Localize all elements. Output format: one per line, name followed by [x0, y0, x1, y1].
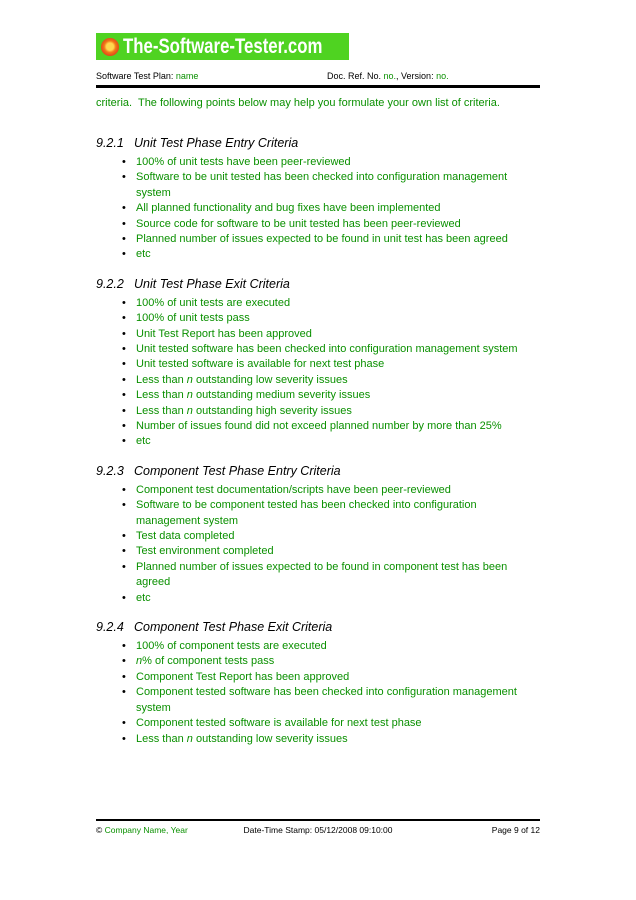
section-title: Component Test Phase Entry Criteria [134, 463, 341, 478]
text-segment: Planned number of issues expected to be found in unit test has been agreed [136, 232, 508, 245]
sun-icon [101, 38, 119, 56]
header-doc-ref [327, 71, 540, 82]
criteria-list [96, 639, 540, 747]
text-segment: outstanding high severity issues [192, 404, 352, 417]
text-segment: outstanding low severity issues [192, 732, 348, 745]
criteria-bullet [136, 591, 540, 606]
text-segment: % of component tests pass [142, 655, 275, 668]
text-segment: , Version: [396, 71, 437, 81]
text-segment: Software to be component tested has been checked into configuration management system [136, 499, 477, 527]
text-segment: Less than [136, 373, 187, 386]
footer-rule [96, 819, 540, 821]
text-segment: 100% of unit tests pass [136, 312, 250, 325]
section-heading [96, 464, 540, 478]
text-segment: Planned number of issues expected to be found in component test has been agreed [136, 560, 508, 589]
criteria-bullet [136, 716, 540, 731]
criteria-bullet [136, 670, 540, 685]
criteria-list [96, 483, 540, 606]
criteria-section [96, 277, 540, 450]
criteria-bullet [136, 357, 540, 372]
text-segment: Software to be unit tested has been checked into configuration management system [136, 171, 508, 199]
text-segment: Source code for software to be unit tested has been peer-reviewed [136, 217, 461, 230]
text-segment: Less than [136, 732, 187, 745]
criteria-bullet [136, 201, 540, 216]
criteria-bullet [136, 654, 540, 669]
text-segment: © [96, 825, 105, 835]
section-heading [96, 620, 540, 634]
criteria-bullet [136, 529, 540, 544]
section-number: 9.2.1 [96, 135, 124, 150]
page-content [96, 0, 540, 747]
footer-row [96, 825, 540, 835]
criteria-bullet [136, 170, 540, 201]
section-heading [96, 136, 540, 150]
footer-copyright [96, 825, 244, 835]
text-segment: Doc. Ref. No. [327, 71, 384, 81]
criteria-list [96, 155, 540, 263]
section-number: 9.2.2 [96, 276, 124, 291]
text-segment: n [186, 373, 193, 386]
text-segment: 100% of unit tests are executed [136, 296, 291, 309]
text-segment: etc [136, 591, 151, 604]
criteria-bullet [136, 544, 540, 559]
header-doc-title [96, 71, 327, 82]
header-rule [96, 85, 540, 88]
text-segment: Component tested software has been checked into configuration management system [136, 686, 517, 714]
text-segment: etc [136, 248, 151, 261]
text-segment: no. [436, 71, 449, 81]
text-segment: Unit tested software has been checked into configuration management system [136, 342, 518, 355]
criteria-bullet [136, 388, 540, 403]
footer-page-number: Page 9 of 12 [491, 825, 540, 835]
criteria-bullet [136, 342, 540, 357]
text-segment: 100% of unit tests have been peer-reviewed [136, 155, 351, 168]
criteria-bullet [136, 639, 540, 654]
criteria-section [96, 464, 540, 606]
text-segment: Less than [136, 404, 187, 417]
criteria-bullet [136, 373, 540, 388]
criteria-section [96, 136, 540, 263]
section-heading [96, 277, 540, 291]
text-segment: Unit tested software is available for next test phase [136, 358, 385, 371]
criteria-bullet [136, 327, 540, 342]
text-segment: Component test documentation/scripts have been peer-reviewed [136, 483, 451, 496]
text-segment: Unit Test Report has been approved [136, 327, 312, 340]
criteria-bullet [136, 732, 540, 747]
text-segment: outstanding medium severity issues [192, 389, 371, 402]
criteria-bullet [136, 498, 540, 529]
section-title: Component Test Phase Exit Criteria [134, 620, 333, 635]
intro-paragraph: criteria. The following points below may help you formulate your own list of criteria. [96, 96, 500, 109]
criteria-bullet [136, 483, 540, 498]
text-segment: Company Name, Year [104, 825, 188, 835]
text-segment: Software Test Plan: [96, 71, 176, 81]
text-segment: outstanding low severity issues [192, 373, 348, 386]
text-segment: Test environment completed [136, 545, 274, 558]
site-logo [96, 33, 349, 60]
text-segment: n [186, 404, 193, 417]
text-segment: no. [383, 71, 397, 81]
text-segment: Component tested software is available for next test phase [136, 717, 422, 730]
text-segment: n [186, 732, 193, 745]
criteria-bullet [136, 247, 540, 262]
text-segment: 100% of component tests are executed [136, 640, 327, 653]
criteria-bullet [136, 404, 540, 419]
section-number: 9.2.3 [96, 463, 124, 478]
criteria-bullet [136, 311, 540, 326]
criteria-bullet [136, 685, 540, 716]
page-header [96, 71, 540, 82]
sections-container [96, 136, 540, 747]
section-title: Unit Test Phase Exit Criteria [134, 276, 290, 291]
text-segment: Test data completed [136, 530, 235, 543]
text-segment: name [175, 71, 199, 81]
text-segment: n [186, 389, 193, 402]
criteria-bullet [136, 232, 540, 247]
text-segment: All planned functionality and bug fixes have been implemented [136, 202, 441, 215]
criteria-bullet [136, 560, 540, 591]
criteria-section [96, 620, 540, 747]
criteria-list [96, 296, 540, 450]
criteria-bullet [136, 419, 540, 434]
criteria-bullet [136, 296, 540, 311]
criteria-bullet [136, 217, 540, 232]
criteria-bullet [136, 434, 540, 449]
footer-datetime: Date-Time Stamp: 05/12/2008 09:10:00 [243, 825, 393, 835]
text-segment: Component Test Report has been approved [136, 670, 350, 683]
logo-text: The-Software-Tester.com [123, 34, 323, 58]
text-segment: Number of issues found did not exceed planned number by more than 25% [136, 420, 502, 432]
section-number: 9.2.4 [96, 620, 124, 635]
section-title: Unit Test Phase Entry Criteria [134, 135, 299, 150]
text-segment: n [136, 655, 143, 668]
page-footer [96, 819, 540, 835]
criteria-bullet [136, 155, 540, 170]
text-segment: etc [136, 435, 151, 448]
text-segment: Less than [136, 389, 187, 402]
